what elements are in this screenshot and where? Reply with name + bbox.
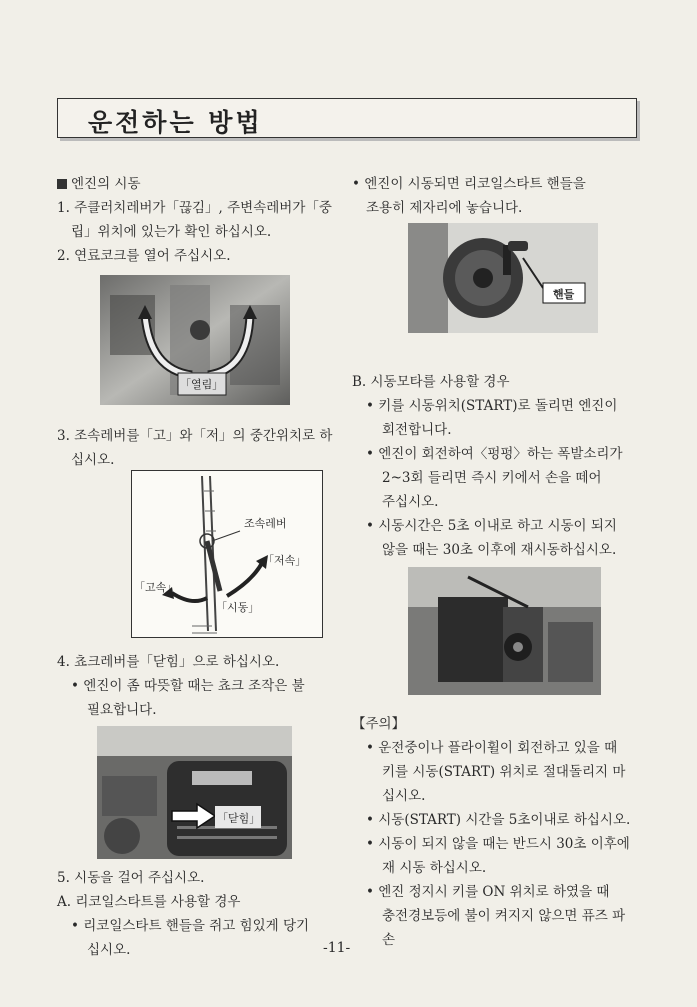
right-column-top: [352, 172, 637, 220]
left-column-step5: [57, 866, 337, 962]
caution-heading: 【주의】: [352, 716, 406, 732]
b1-line-2: 회전합니다.: [382, 422, 452, 438]
b3-line-2: 않을 때는 30초 이후에 재시동하십시오.: [382, 542, 617, 558]
step-1-line-2: 립」위치에 있는가 확인 하십시오.: [71, 224, 272, 240]
b3-line-1: • 시동시간은 5초 이내로 하고 시동이 되지: [366, 518, 617, 534]
c4-line-1: • 엔진 정지시 키를 ON 위치로 하였을 때: [366, 884, 610, 900]
start-label: 「시동」: [216, 601, 260, 614]
choke-lever-photo: [97, 726, 292, 859]
recoil-handle-photo: [408, 223, 598, 333]
section-heading: 엔진의 시동: [57, 172, 337, 196]
choke-lever-photo-image: [97, 726, 292, 859]
c3-line-2: 재 시동 하십시오.: [382, 860, 487, 876]
right-column-caution: [352, 712, 637, 952]
step-b: B. 시동모타를 사용할 경우: [352, 374, 510, 390]
c2: • 시동(START) 시간을 5초이내로 하십시오.: [366, 812, 631, 828]
b2-line-3: 주십시오.: [382, 494, 439, 510]
c4-line-2: 충전경보등에 불이 켜지지 않으면 퓨즈 파손: [382, 908, 626, 948]
step-a: A. 리코일스타트를 사용할 경우: [57, 894, 241, 910]
c1-line-1: • 운전중이나 플라이휠이 회전하고 있을 때: [366, 740, 618, 756]
left-column-top: [57, 172, 337, 268]
step-5: 5. 시동을 걸어 주십시오.: [57, 870, 205, 886]
starter-motor-photo-image: [408, 567, 601, 695]
step-4-bullet-line-2: 필요합니다.: [87, 702, 157, 718]
square-bullet-icon: [57, 179, 67, 189]
c1-line-3: 십시오.: [382, 788, 426, 804]
c1-line-2: 키를 시동(START) 위치로 절대돌리지 마: [382, 764, 626, 780]
step-a-bullet-line-2: 십시오.: [87, 942, 131, 958]
page-title: 운전하는 방법: [88, 108, 263, 137]
closed-label: 「닫힘」: [217, 812, 261, 825]
recoil-bullet-line-1: • 엔진이 시동되면 리코일스타트 핸들을: [352, 176, 586, 192]
step-1-line-1: 1. 주클러치레버가「끊김」, 주변속레버가「중: [57, 200, 332, 216]
starter-motor-photo: [408, 567, 601, 695]
handle-label: 핸들: [553, 288, 575, 301]
governor-lever-diagram: [131, 470, 323, 638]
high-speed-label: 「고속」: [134, 581, 178, 594]
b1-line-1: • 키를 시동위치(START)로 돌리면 엔진이: [366, 398, 618, 414]
step-4: 4. 쵸크레버를「닫힘」으로 하십시오.: [57, 654, 280, 670]
c3-line-1: • 시동이 되지 않을 때는 반드시 30초 이후에: [366, 836, 630, 852]
left-column-step4: [57, 650, 337, 722]
page-number: -11-: [323, 940, 351, 956]
step-2: 2. 연료코크를 열어 주십시오.: [57, 248, 231, 264]
low-speed-label: 「저속」: [263, 554, 307, 567]
recoil-bullet-line-2: 조용히 제자리에 놓습니다.: [366, 200, 523, 216]
governor-lever-label: 조속레버: [244, 517, 287, 530]
step-3-line-1: 3. 조속레버를「고」와「저」의 중간위치로 하: [57, 428, 333, 444]
left-column-step3: [57, 424, 337, 472]
step-4-bullet-line-1: • 엔진이 좀 따뜻할 때는 쵸크 조작은 불: [71, 678, 305, 694]
fuel-cock-photo: [100, 275, 290, 405]
b2-line-1: • 엔진이 회전하여〈펑펑〉하는 폭발소리가: [366, 446, 623, 462]
step-3-line-2: 십시오.: [71, 452, 115, 468]
b2-line-2: 2~3회 들리면 즉시 키에서 손을 떼어: [382, 470, 602, 486]
right-column-step-b: [352, 370, 637, 562]
step-a-bullet-line-1: • 리코일스타트 핸들을 쥐고 힘있게 당기: [71, 918, 310, 934]
open-label: 「열림」: [180, 378, 224, 391]
recoil-handle-photo-image: [408, 223, 598, 333]
title-box: [57, 98, 637, 138]
